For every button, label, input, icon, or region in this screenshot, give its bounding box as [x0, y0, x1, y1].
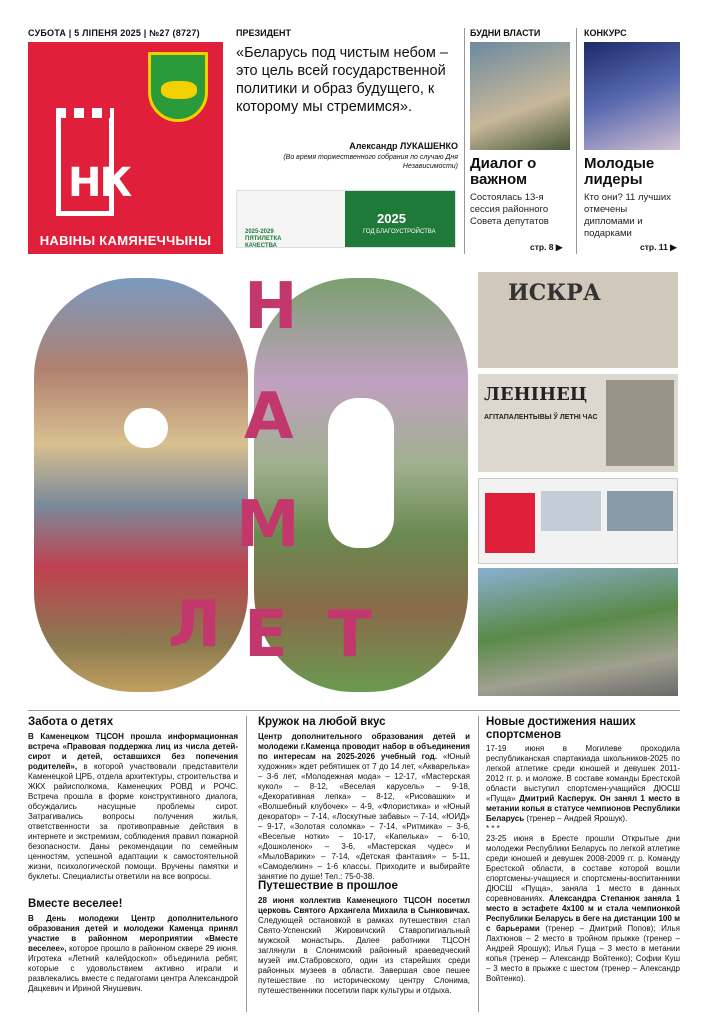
quote-source: (Во время торжественного собрания по случаю Дня Независимости): [283, 154, 458, 170]
teaser-2-photo[interactable]: [584, 42, 680, 150]
article-title-together[interactable]: Вместе веселее!: [28, 898, 123, 910]
article-body: (тренер – Дмитрий Попов); Илья Лахтюнов – 2 место в тройном прыжке (тренер – Андрей Ярошук); Илья Гуща – 3 место в метании копья (тренер – Александр Войтенко); Софии Куш – 3 место в прыжке с шестом (тренер – Александр Войтенко).: [486, 924, 680, 983]
archive-leninets-clipping: [478, 374, 678, 472]
article-title-journey[interactable]: Путешествие в прошлое: [258, 880, 398, 892]
modern-front-page-thumbnail: [478, 478, 678, 564]
masthead[interactable]: [28, 42, 223, 254]
teaser-1-dek: Состоялась 13-я сессия районного Совета депутатов: [470, 192, 549, 227]
dateline: СУБОТА | 5 ЛІПЕНЯ 2025 | №27 (8727): [28, 28, 200, 38]
masthead-letters: НК: [68, 160, 131, 206]
teaser-2-page-link[interactable]: стр. 11 ▶: [640, 242, 677, 252]
archive-iskra-title: ИСКРА: [508, 280, 601, 306]
anniversary-collage: [28, 268, 470, 708]
article-highlight: Александра Степанюк заняла 1 место в эстафете 4х100 м и стала чемпионкой Республики Беларусь в беге на дистанции 100 м с барьерами: [486, 894, 680, 933]
archive-photo: [606, 380, 674, 466]
section-label-teaser-1: БУДНИ ВЛАСТИ: [470, 28, 541, 38]
digit-zero-hole: [328, 398, 394, 548]
thumbnail-block: [541, 491, 601, 531]
article-body: которое прошло в районном сквере 29 июня. Игротека «Летний калейдоскоп» объединила ребят, которые с удовольствием активно играли и развлекались вместе с педагогами центра Александрой Дацкевич и Ириной Янушевич.: [28, 944, 238, 993]
divider: [464, 28, 465, 254]
archive-leninets-subtitle: АГІТАПАЛЕНТЫВЫ Ў ЛЕТНІ ЧАС: [484, 414, 598, 421]
digit-eight-hole: [124, 408, 168, 448]
quote-author: Александр ЛУКАШЕНКО: [349, 141, 458, 151]
letter-l: Л: [168, 588, 222, 662]
article-lead: 28 июня коллектив Каменецкого ТЦСОН посетил церковь Святого Архангела Михаила в Сынковичах.: [258, 896, 470, 915]
letter-t: Т: [328, 598, 372, 672]
article-text-together: [28, 914, 238, 994]
article-title-club[interactable]: Кружок на любой вкус: [258, 716, 386, 728]
article-body: 23-25 июня в Бресте прошли Открытые дни молодежи Республики Беларусь по легкой атлетике среди юношей и девушек 2008-2009 гг. р. Команду Брестской области, в составе которой вошли спортсмены-учащиеся и спортсмены-воспитанники ДЮСШ «Пуща», заняла 1 место в данных соревнованиях.: [486, 834, 680, 903]
president-quote: «Беларусь под чистым небом – это цель всей государственной политики и образ будущего, к которому мы стремимся».: [236, 45, 448, 115]
letter-e: Е: [244, 598, 288, 672]
article-lead: В День молодежи Центр дополнительного образования детей и молодежи Каменца принял участие в районном мероприятии «Вместе веселее»,: [28, 914, 238, 953]
column-divider: [246, 716, 247, 1012]
article-text-sports: [486, 744, 680, 984]
archive-leninets-title: ЛЕНІНЕЦ: [484, 384, 588, 405]
thumbnail-photo: [607, 491, 673, 531]
stars-divider: * * *: [486, 824, 500, 833]
article-body: (тренер – Андрей Ярошук).: [526, 814, 628, 823]
letter-m: М: [236, 488, 300, 562]
coat-of-arms-icon: [148, 52, 208, 122]
article-body: «Юный художник» ждет ребятишек от 7 до 14 лет, «Акварелька» – 3-6 лет, «Молодежная мода» – 12-17, «Мастерская кукол» – 8-12, «Веселая карусель» – 9-18, «Декоративная лепка» – 8-12, «Рисовашки» и «Волшебный клубочек» – 4-9, «Флористика» и «Юный декоратор» – 7-14, «Лоскутные забавы» – 7-14, «ЮИД» – 9-17, «Золотая соломка» – 7-14, «Ритмика» – 3-6, «Веселые нотки» – 10-17, «Капелька» – 6-10, «Дошколенок» – 3-6, «Мастерская чудес» и «МылоВарики» – 7-14, «Детская фантазия» – 5-11, «Самоделкин» – 1-6 классы. Приходите и выбирайте занятие по душе! Тел.: 75-0-38.: [258, 752, 470, 881]
article-lead: В Каменецком ТЦСОН прошла информационная встреча «Правовая поддержка лиц из числа детей-сирот и детей, оставшихся без попечения родителей»,: [28, 732, 238, 771]
article-body: в которой участвовали представители Каменецкой ЦРБ, отдела архитектуры, строительства и ЖКХ райисполкома, Каменецких РОВД и РОЧС. Встреча прошла в форме конструктивного диалога, обсуждались насущные проблемы сирот. Затрагивались вопросы получения жилья, ответственности за противоправные действия в интернете и экстремизм, соблюдения правил пожарной безопасности. Даны рекомендации по семейным ценностям, успешной адаптации к самостоятельной жизни, психологической помощи. Вручены памятки и буклеты. Специалисты ответили на все вопросы.: [28, 762, 238, 881]
banner-subtitle: ГОД БЛАГОУСТРОЙСТВА: [363, 229, 436, 235]
section-label-teaser-2: КОНКУРС: [584, 28, 627, 38]
teaser-1-photo[interactable]: [470, 42, 570, 150]
section-label-president: ПРЕЗИДЕНТ: [236, 28, 291, 38]
teaser-1-page-link[interactable]: стр. 8 ▶: [530, 242, 563, 252]
banner-left-text: 2025-2029 ПЯТИЛЕТКА КАЧЕСТВА: [245, 229, 282, 248]
section-divider: [28, 710, 680, 711]
thumbnail-masthead: [485, 493, 535, 553]
article-body: Следующей остановкой в рамках путешествия стал Свято-Успенский Жировичский Ставропигиальный мужской монастырь. Далее работники ТЦСОН заглянули в Слонимский районный краеведческий музей им.Стабровского, один из старейших среди районных музеев в области. Завершая свое пешее путешествие по историческому центру Слонима, путешественники посетили парк культуры и отдыха.: [258, 916, 470, 995]
article-lead: Центр дополнительного образования детей и молодежи г.Каменца проводит набор в объединения по интересам на 2025-2026 учебный год.: [258, 732, 470, 761]
banner-year: 2025: [377, 211, 406, 226]
children-playground-photo: [478, 568, 678, 696]
divider: [576, 28, 577, 254]
article-text-journey: [258, 896, 470, 996]
letter-a: А: [244, 380, 294, 454]
letter-n: Н: [244, 270, 298, 344]
teaser-1-headline[interactable]: Диалог о важном: [470, 155, 537, 188]
article-highlight: Дмитрий Касперук. Он занял 1 место в метании копья в статусе чемпионов Республики Беларусь: [486, 794, 680, 823]
archive-iskra-clipping: [478, 272, 678, 368]
column-divider: [478, 716, 479, 1012]
teaser-2-headline[interactable]: Молодые лидеры: [584, 155, 655, 188]
masthead-name: НАВІНЫ КАМЯНЕЧЧЫНЫ: [39, 233, 212, 248]
article-text-club: [258, 732, 470, 882]
teaser-2-dek: Кто они? 11 лучших отмечены дипломами и подарками: [584, 192, 671, 239]
article-text-care: [28, 732, 238, 882]
article-title-sports[interactable]: Новые достижения наших спортсменов: [486, 716, 636, 741]
article-title-care[interactable]: Забота о детях: [28, 716, 114, 728]
year-banner: [236, 190, 456, 248]
article-body: 17-19 июня в Могилеве проходила республиканская спартакиада школьников-2025 по легкой атлетике среди юношей и девушек 2011-2012 гг. р. и моложе. В составе команды Брестской области выступил спортсмен-учащийся ДЮСШ «Пуща»: [486, 744, 680, 803]
